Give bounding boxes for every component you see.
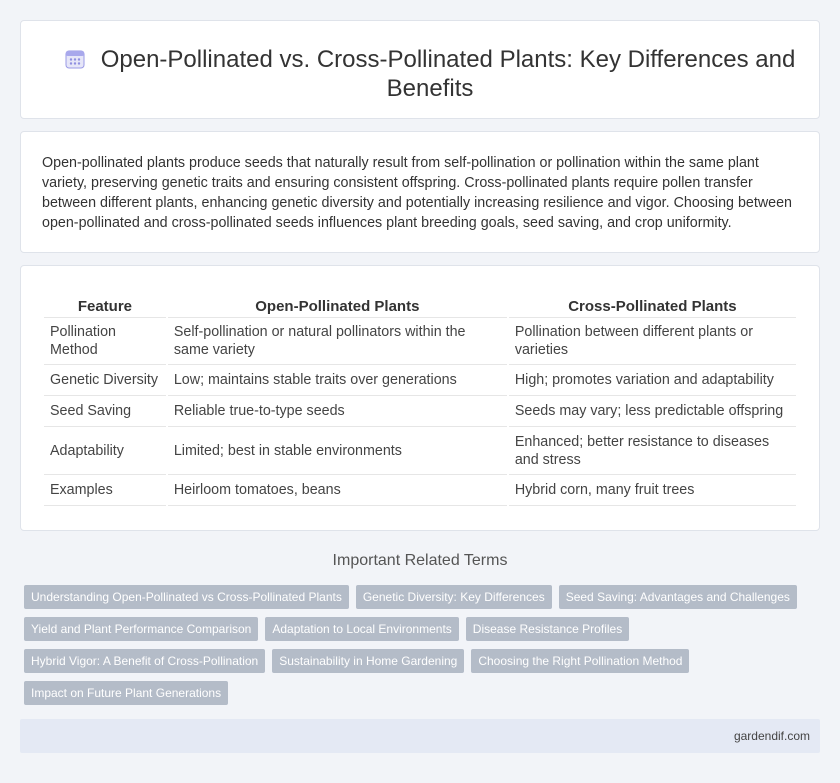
intro-card bbox=[20, 131, 820, 253]
table-cell: High; promotes variation and adaptability bbox=[509, 365, 796, 396]
related-terms-list bbox=[24, 585, 804, 713]
table-cell: Seeds may vary; less predictable offspring bbox=[509, 396, 796, 427]
table-cell: Adaptability bbox=[44, 427, 166, 475]
table-row bbox=[44, 427, 796, 475]
comparison-table bbox=[42, 296, 798, 506]
related-term-tag[interactable]: Sustainability in Home Gardening bbox=[272, 649, 464, 673]
table-header-row bbox=[44, 296, 796, 318]
related-term-tag[interactable]: Choosing the Right Pollination Method bbox=[471, 649, 689, 673]
related-terms-heading: Important Related Terms bbox=[332, 552, 508, 569]
table-cell: Pollination between different plants or varieties bbox=[509, 318, 796, 365]
table-row bbox=[44, 396, 796, 427]
table-cell: Heirloom tomatoes, beans bbox=[168, 475, 507, 506]
title-card bbox=[20, 20, 820, 119]
related-term-tag[interactable]: Seed Saving: Advantages and Challenges bbox=[559, 585, 797, 609]
table-cell: Genetic Diversity bbox=[44, 365, 166, 396]
related-term-tag[interactable]: Understanding Open-Pollinated vs Cross-Pollinated Plants bbox=[24, 585, 349, 609]
table-cell: Examples bbox=[44, 475, 166, 506]
table-cell: Reliable true-to-type seeds bbox=[168, 396, 507, 427]
column-header-open-pollinated: Open-Pollinated Plants bbox=[168, 296, 507, 318]
table-cell: Pollination Method bbox=[44, 318, 166, 365]
table-cell: Low; maintains stable traits over generations bbox=[168, 365, 507, 396]
related-term-tag[interactable]: Yield and Plant Performance Comparison bbox=[24, 617, 258, 641]
related-term-tag[interactable]: Genetic Diversity: Key Differences bbox=[356, 585, 552, 609]
footer-site-link[interactable]: gardendif.com bbox=[733, 729, 810, 743]
table-cell: Limited; best in stable environments bbox=[168, 427, 507, 475]
page-title bbox=[61, 45, 799, 103]
related-term-tag[interactable]: Impact on Future Plant Generations bbox=[24, 681, 228, 705]
table-cell: Hybrid corn, many fruit trees bbox=[509, 475, 796, 506]
intro-paragraph: Open-pollinated plants produce seeds that naturally result from self-pollination or pollination within the same plant variety, preserving genetic traits and ensuring consistent offspring. Cross-pollinated plants require pollen transfer between different plants, enhancing genetic diversity and potentially increasing resilience and vigor. Choosing between open-pollinated and cross-pollinated seeds influences plant breeding goals, seed saving, and crop uniformity. bbox=[42, 155, 793, 231]
table-row bbox=[44, 475, 796, 506]
column-header-cross-pollinated: Cross-Pollinated Plants bbox=[509, 296, 796, 318]
table-cell: Enhanced; better resistance to diseases and stress bbox=[509, 427, 796, 475]
comparison-card bbox=[20, 265, 820, 531]
table-row bbox=[44, 318, 796, 365]
related-term-tag[interactable]: Disease Resistance Profiles bbox=[466, 617, 629, 641]
footer bbox=[20, 719, 820, 753]
related-term-tag[interactable]: Hybrid Vigor: A Benefit of Cross-Pollination bbox=[24, 649, 265, 673]
calendar-icon bbox=[65, 49, 85, 69]
table-cell: Self-pollination or natural pollinators within the same variety bbox=[168, 318, 507, 365]
column-header-feature: Feature bbox=[44, 296, 166, 318]
table-row bbox=[44, 365, 796, 396]
related-term-tag[interactable]: Adaptation to Local Environments bbox=[265, 617, 458, 641]
table-cell: Seed Saving bbox=[44, 396, 166, 427]
page-title-text: Open-Pollinated vs. Cross-Pollinated Plants: Key Differences and Benefits bbox=[100, 46, 796, 102]
